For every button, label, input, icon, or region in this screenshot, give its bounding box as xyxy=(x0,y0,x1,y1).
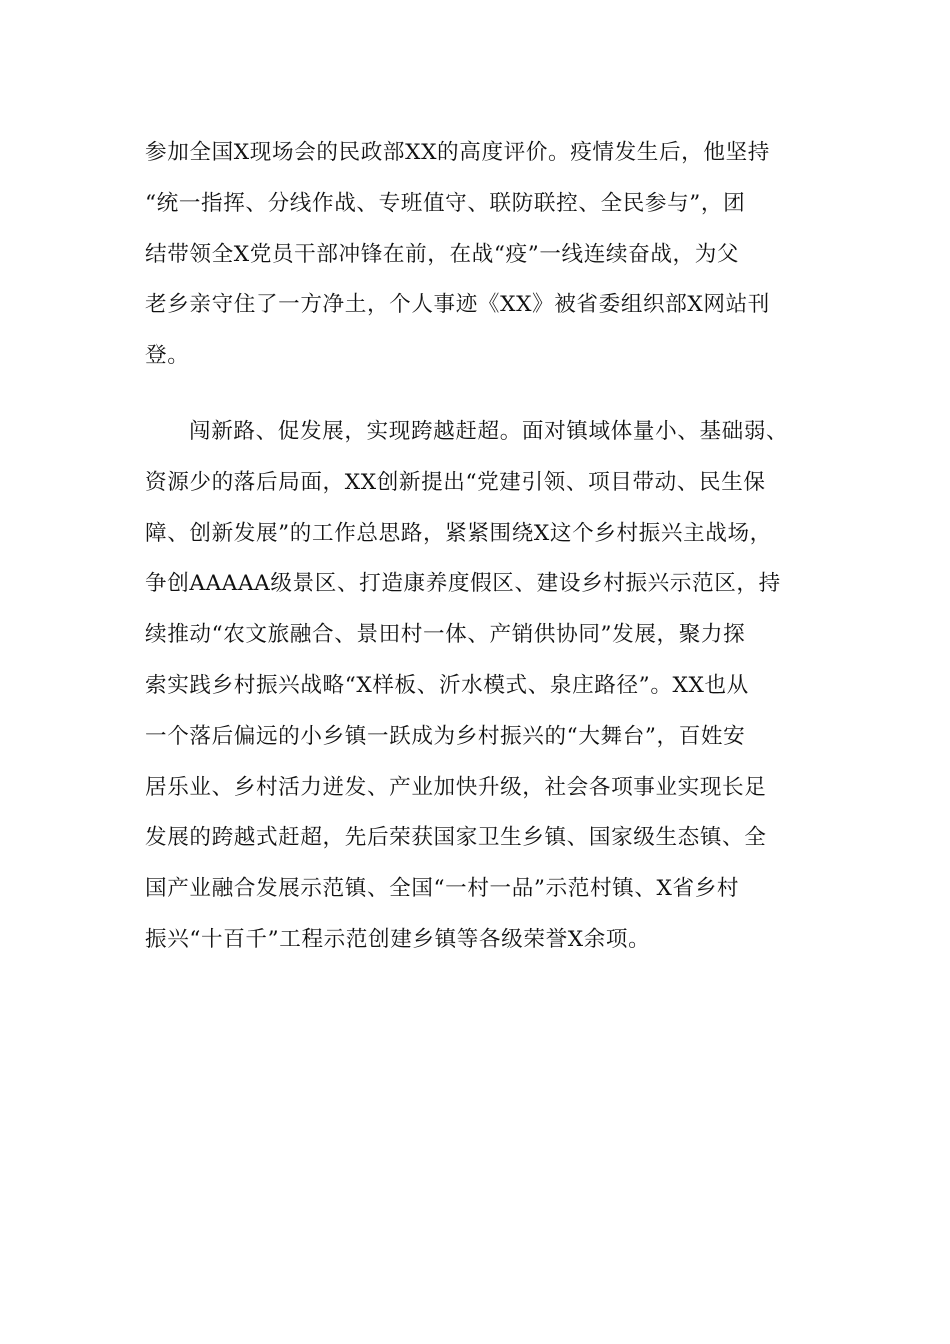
paragraph-line: 登。 xyxy=(145,343,190,369)
paragraph-1 xyxy=(145,128,805,382)
paragraph-line: 结带领全X党员干部冲锋在前，在战“疫”一线连续奋战，为父 xyxy=(145,241,740,267)
paragraph-line: 参加全国X现场会的民政部XX的高度评价。疫情发生后，他坚持 xyxy=(145,140,770,165)
paragraph-line: 资源少的落后局面，XX创新提出“党建引领、项目带动、民生保 xyxy=(145,469,766,495)
paragraph-line-first: 闯新路、促发展，实现跨越赶超。面对镇域体量小、基础弱、 xyxy=(189,418,789,444)
paragraph-line: 居乐业、乡村活力迸发、产业加快升级，社会各项事业实现长足 xyxy=(145,774,767,800)
paragraph-spacer xyxy=(145,382,805,407)
paragraph-line: 老乡亲守住了一方净土，个人事迹《XX》被省委组织部X网站刊 xyxy=(145,292,770,318)
paragraph-line: 索实践乡村振兴战略“X样板、沂水模式、泉庄路径”。XX也从 xyxy=(145,672,749,698)
paragraph-line: 振兴“十百千”工程示范创建乡镇等各级荣誉X余项。 xyxy=(145,926,651,952)
paragraph-2 xyxy=(145,407,805,966)
paragraph-line: 国产业融合发展示范镇、全国“一村一品”示范村镇、X省乡村 xyxy=(145,876,740,902)
paragraph-line: 续推动“农文旅融合、景田村一体、产销供协同”发展，聚力探 xyxy=(145,622,746,648)
paragraph-line: 一个落后偏远的小乡镇一跃成为乡村振兴的“大舞台”，百姓安 xyxy=(145,723,746,749)
paragraph-line: “统一指挥、分线作战、专班值守、联防联控、全民参与”，团 xyxy=(145,190,746,216)
paragraph-line: 争创AAAAA级景区、打造康养度假区、建设乡村振兴示范区，持 xyxy=(145,571,781,597)
paragraph-line: 发展的跨越式赶超，先后荣获国家卫生乡镇、国家级生态镇、全 xyxy=(145,825,767,851)
document-body xyxy=(145,128,805,966)
paragraph-line: 障、创新发展”的工作总思路，紧紧围绕X这个乡村振兴主战场， xyxy=(145,520,772,546)
